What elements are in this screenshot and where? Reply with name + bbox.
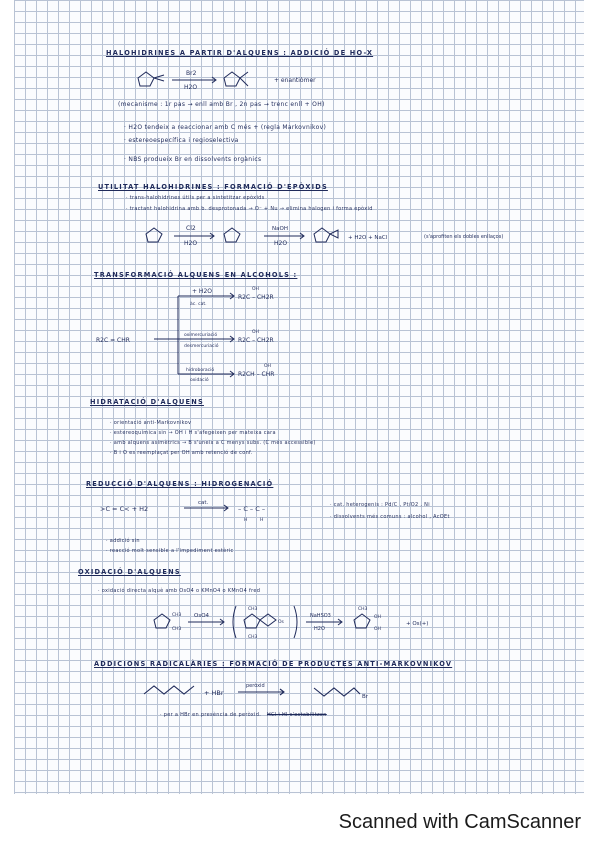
branch-3-oh: OH <box>264 364 271 369</box>
enantiomer-note: + enantiòmer <box>274 77 316 84</box>
stereospecific-line: · estereoespecífica i regioselectiva <box>124 137 239 144</box>
reagent-h2o-1: H2O <box>184 240 198 247</box>
epoxide-byproducts: + H2O + NaCl <box>348 235 388 241</box>
bromine-label: Br <box>362 694 369 700</box>
hydration-line-4: · B i O es reemplaçat per OH amb retenció de conf. <box>110 450 253 456</box>
mechanism-line: (mecanisme : 1r pas → enll amb Br , 2n pas → trenc enll + OH) <box>118 101 325 108</box>
hydrogenation-h-1: H <box>244 518 248 523</box>
oxidation-line: · oxidació directa alquè amb OsO4 o KMnO4 o KMnO4 fred <box>98 588 261 594</box>
halohydrin-ring-icon <box>224 72 240 86</box>
hydrogenation-reactant: >C = C< + H2 <box>100 505 149 513</box>
bracket-open-icon <box>233 606 236 638</box>
nbs-line: · NBS produeix Br en dissolvents orgànics <box>124 156 262 163</box>
branch-1-reagent: + H2O <box>192 288 212 295</box>
branch-2-reagent: oximercuriació <box>184 333 218 338</box>
reagent-h2o-2: H2O <box>274 240 288 247</box>
steric-line: · reacció molt sensible a l'impediment estèric <box>106 548 234 554</box>
hydrogenation-product: – C – C – <box>238 505 266 513</box>
substituent-ch3-3: CH3 <box>248 607 258 612</box>
oxidation-scheme <box>144 598 504 644</box>
camscanner-watermark: Scanned with CamScanner <box>338 811 581 833</box>
epoxide-reaction-scheme <box>134 214 554 254</box>
halohydrins-heading: HALOHIDRINES A PARTIR D'ALQUENS : ADDICIÓ DE HO-X <box>106 49 374 57</box>
alkyl-bromide-zigzag-icon <box>314 688 360 696</box>
substituent-ch3-5: CH3 <box>358 607 368 612</box>
peroxide-reagent: peròxid <box>246 683 265 689</box>
hydrogenation-catalyst: cat. <box>198 500 209 506</box>
hydration-heading: HIDRATACIÓ D'ALQUENS <box>90 398 204 406</box>
epoxide-line-2: · tractant halohidrina amb b. desprotonada → O⁻ + Nu → elimina halogen i forma epòxid <box>126 206 373 212</box>
radical-heading: ADDICIONS RADICALÀRIES : FORMACIÓ DE PRODUCTES ANTI-MARKOVNIKOV <box>94 660 453 668</box>
branch-2-product: R2C – CH2R <box>238 337 274 344</box>
branch-3-product: R2CH – CHR <box>238 371 275 378</box>
hydration-line-2: · estereoquímica sin → OH i H s'afegeixen per mateixa cara <box>110 430 276 436</box>
oxidation-heading: OXIDACIÓ D'ALQUENS <box>78 568 181 576</box>
catalyst-note: · cat. heterogenis : Pd/C , Pt/O2 , Ni <box>330 502 430 508</box>
epoxides-heading: UTILITAT HALOHIDRINES : FORMACIÓ D'EPÒXIDS <box>98 183 328 191</box>
syn-addition-line: · addició sin <box>106 538 140 544</box>
epoxide-side-note: (s'aprofiten els dobles enllaços) <box>424 234 504 240</box>
methylcyclopentene-ring-icon <box>154 614 170 628</box>
osmate-ring-icon <box>244 614 260 628</box>
branch-2-condition: desmercuriació <box>184 344 219 349</box>
solvent-note: · dissolvents més comuns : alcohol , AcOEt <box>330 514 450 520</box>
branch-1-oh: OH <box>252 287 259 292</box>
hydroxyl-2: OH <box>374 627 381 632</box>
markovnikov-line: · H2O tendeix a reaccionar amb C més + (regla Markovnikov) <box>124 124 327 131</box>
diol-ring-icon <box>354 614 370 628</box>
substituent-ch3-2: CH3 <box>172 627 182 632</box>
hydroxyl-1: OH <box>374 615 381 620</box>
chlorohydrin-ring-icon <box>224 228 240 242</box>
hydration-line-3: · amb alquens asimètrics → B s'uneix a C menys subs. (C més accessible) <box>110 440 316 446</box>
reagent-cl2: Cl2 <box>186 225 196 232</box>
osmate-ester-icon <box>260 614 276 626</box>
hydrogenation-h-2: H <box>260 518 264 523</box>
reagent-h2o: H2O <box>184 84 198 91</box>
oxidation-byproduct: + Os(+) <box>406 621 429 627</box>
substituent-ch3-1: CH3 <box>172 613 182 618</box>
branch-3-condition: oxidació <box>190 378 209 382</box>
hbr-reagent: + HBr <box>204 689 224 697</box>
reagent-br2: Br2 <box>186 70 197 77</box>
hydrogenation-heading: REDUCCIÓ D'ALQUENS : HIDROGENACIÓ <box>86 480 274 488</box>
alcohol-branching-scheme <box>94 282 414 382</box>
epoxide-line-1: · trans-halohidrines útils per a sintetitzar epòxids <box>126 195 265 201</box>
radical-addition-scheme <box>138 676 398 706</box>
hydrogenation-scheme <box>98 494 318 528</box>
alkene-ring-icon <box>146 228 162 242</box>
reagent-nahso3: NaHSO3 <box>310 613 331 619</box>
substituent-ch3-4: CH3 <box>248 635 258 640</box>
bracket-close-icon <box>294 606 297 638</box>
branch-1-condition: àc. cat. <box>190 302 207 307</box>
reagent-oso4: OsO4 <box>194 613 210 619</box>
alkene-zigzag-icon <box>144 686 194 694</box>
halohydrin-reaction-scheme <box>124 60 384 96</box>
radical-struck-text: HCl i HI s'estabilitzen <box>266 712 327 718</box>
branch-1-product: R2C – CH2R <box>238 294 274 301</box>
osmium-label: Os <box>278 620 284 625</box>
reagent-h2o-3: H2O <box>314 626 325 632</box>
epoxide-ring-icon <box>314 228 330 242</box>
branch-3-reagent: hidroboració <box>186 368 215 373</box>
radical-note-text: · per a HBr en presència de peròxid. <box>160 712 262 718</box>
cyclopentene-ring-icon <box>138 72 154 86</box>
grid-paper-sheet <box>14 0 584 794</box>
alcohols-heading: TRANSFORMACIÓ ALQUENS EN ALCOHOLS : <box>94 271 298 279</box>
reagent-naoh: NaOH <box>272 226 288 232</box>
branch-2-oh: OH <box>252 330 259 335</box>
hydration-line-1: · orientació anti-Markovnikov <box>110 420 192 426</box>
alkene-start: R2C = CHR <box>96 337 130 344</box>
radical-note <box>160 712 327 718</box>
